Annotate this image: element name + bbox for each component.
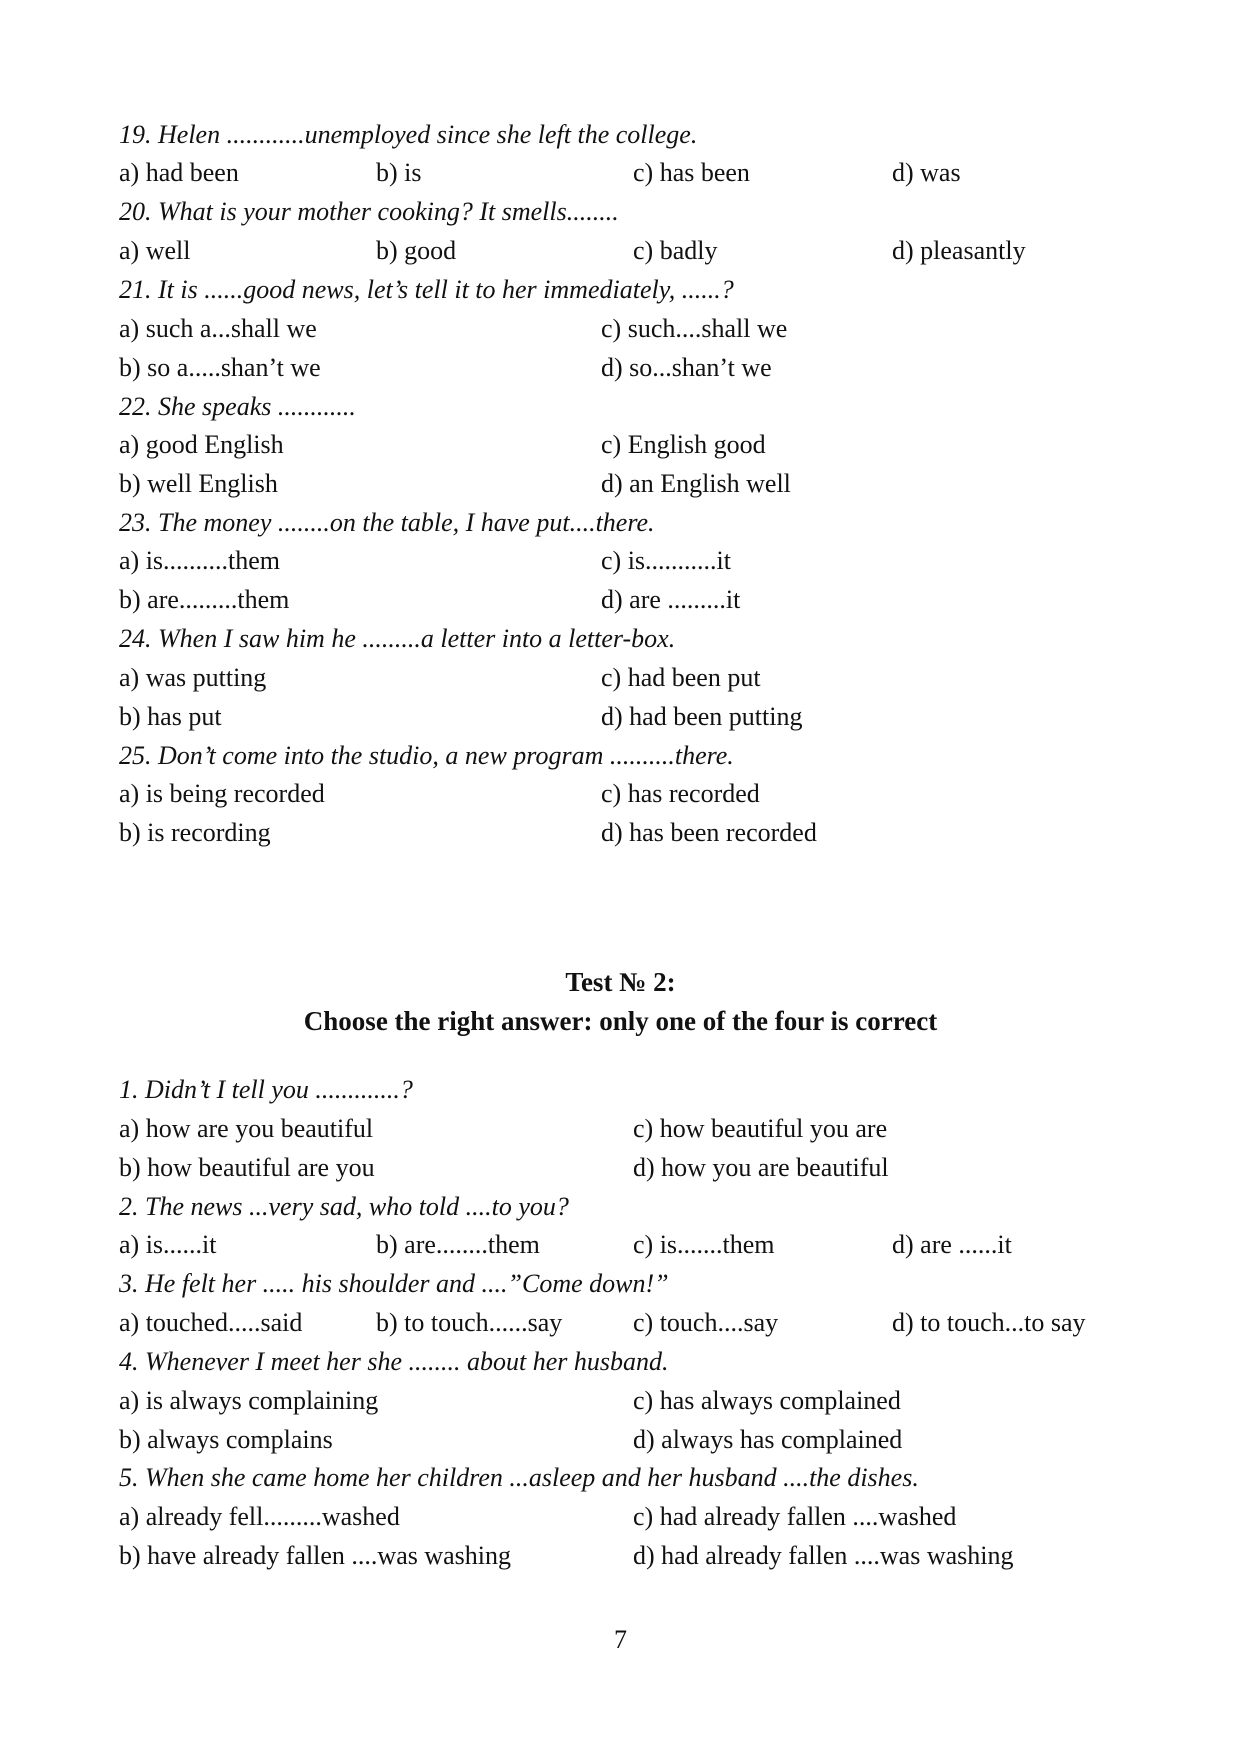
q23-option-d: d) are .........it bbox=[601, 585, 741, 614]
t2-q5-option-d: d) had already fallen ....was washing bbox=[633, 1541, 1014, 1570]
q24-option-a: a) was putting bbox=[119, 663, 267, 692]
t2-q3-option-d: d) to touch...to say bbox=[892, 1308, 1086, 1337]
t2-q2-option-d: d) are ......it bbox=[892, 1230, 1012, 1259]
t2-q3-option-c: c) touch....say bbox=[633, 1308, 779, 1337]
question-23: 23. The money ........on the table, I have put....there. bbox=[119, 508, 655, 537]
q20-option-a: a) well bbox=[119, 236, 191, 265]
t2-q3-option-a: a) touched.....said bbox=[119, 1308, 303, 1337]
question-19: 19. Helen ............unemployed since she left the college. bbox=[119, 120, 698, 149]
q19-option-d: d) was bbox=[892, 158, 961, 187]
question-25: 25. Don’t come into the studio, a new program ..........there. bbox=[119, 741, 734, 770]
q22-option-b: b) well English bbox=[119, 469, 278, 498]
t2-q5-option-a: a) already fell.........washed bbox=[119, 1502, 400, 1531]
q20-option-c: c) badly bbox=[633, 236, 718, 265]
q24-option-d: d) had been putting bbox=[601, 702, 803, 731]
q25-option-d: d) has been recorded bbox=[601, 818, 817, 847]
t2-q1-option-a: a) how are you beautiful bbox=[119, 1114, 374, 1143]
question-22: 22. She speaks ............ bbox=[119, 392, 356, 421]
q25-option-a: a) is being recorded bbox=[119, 779, 325, 808]
t2-q3-option-b: b) to touch......say bbox=[376, 1308, 563, 1337]
test-instructions: Choose the right answer: only one of the four is correct bbox=[303, 1006, 938, 1036]
q23-option-c: c) is...........it bbox=[601, 546, 731, 575]
q19-option-b: b) is bbox=[376, 158, 422, 187]
question-21: 21. It is ......good news, let’s tell it to her immediately, ......? bbox=[119, 275, 734, 304]
question-24: 24. When I saw him he .........a letter into a letter-box. bbox=[119, 624, 676, 653]
q19-option-a: a) had been bbox=[119, 158, 239, 187]
t2-q2-option-b: b) are........them bbox=[376, 1230, 540, 1259]
q20-option-d: d) pleasantly bbox=[892, 236, 1026, 265]
t2-q4-option-a: a) is always complaining bbox=[119, 1386, 379, 1415]
t2-q2-option-a: a) is......it bbox=[119, 1230, 217, 1259]
q24-option-b: b) has put bbox=[119, 702, 222, 731]
q23-option-b: b) are.........them bbox=[119, 585, 290, 614]
q21-option-b: b) so a.....shan’t we bbox=[119, 353, 321, 382]
question-20: 20. What is your mother cooking? It smells........ bbox=[119, 197, 619, 226]
q21-option-c: c) such....shall we bbox=[601, 314, 788, 343]
t2-q4-option-d: d) always has complained bbox=[633, 1425, 903, 1454]
t2-q1-option-c: c) how beautiful you are bbox=[633, 1114, 888, 1143]
t2-q5-option-c: c) had already fallen ....washed bbox=[633, 1502, 957, 1531]
t2-q4-option-c: c) has always complained bbox=[633, 1386, 901, 1415]
page-number: 7 bbox=[614, 1625, 627, 1654]
q22-option-d: d) an English well bbox=[601, 469, 791, 498]
t2-question-5: 5. When she came home her children ...asleep and her husband ....the dishes. bbox=[119, 1463, 919, 1492]
t2-question-2: 2. The news ...very sad, who told ....to you? bbox=[119, 1192, 569, 1221]
q19-option-c: c) has been bbox=[633, 158, 750, 187]
q24-option-c: c) had been put bbox=[601, 663, 761, 692]
q22-option-a: a) good English bbox=[119, 430, 284, 459]
q23-option-a: a) is..........them bbox=[119, 546, 281, 575]
t2-q5-option-b: b) have already fallen ....was washing bbox=[119, 1541, 512, 1570]
q22-option-c: c) English good bbox=[601, 430, 766, 459]
t2-q1-option-b: b) how beautiful are you bbox=[119, 1153, 375, 1182]
t2-question-3: 3. He felt her ..... his shoulder and ....”Come down!” bbox=[119, 1269, 669, 1298]
q21-option-d: d) so...shan’t we bbox=[601, 353, 772, 382]
q25-option-c: c) has recorded bbox=[601, 779, 760, 808]
t2-q2-option-c: c) is.......them bbox=[633, 1230, 775, 1259]
test-heading: Test № 2: bbox=[565, 967, 676, 997]
t2-q4-option-b: b) always complains bbox=[119, 1425, 333, 1454]
q20-option-b: b) good bbox=[376, 236, 457, 265]
t2-question-4: 4. Whenever I meet her she ........ about her husband. bbox=[119, 1347, 669, 1376]
t2-question-1: 1. Didn’t I tell you .............? bbox=[119, 1075, 413, 1104]
q21-option-a: a) such a...shall we bbox=[119, 314, 317, 343]
t2-q1-option-d: d) how you are beautiful bbox=[633, 1153, 889, 1182]
q25-option-b: b) is recording bbox=[119, 818, 271, 847]
